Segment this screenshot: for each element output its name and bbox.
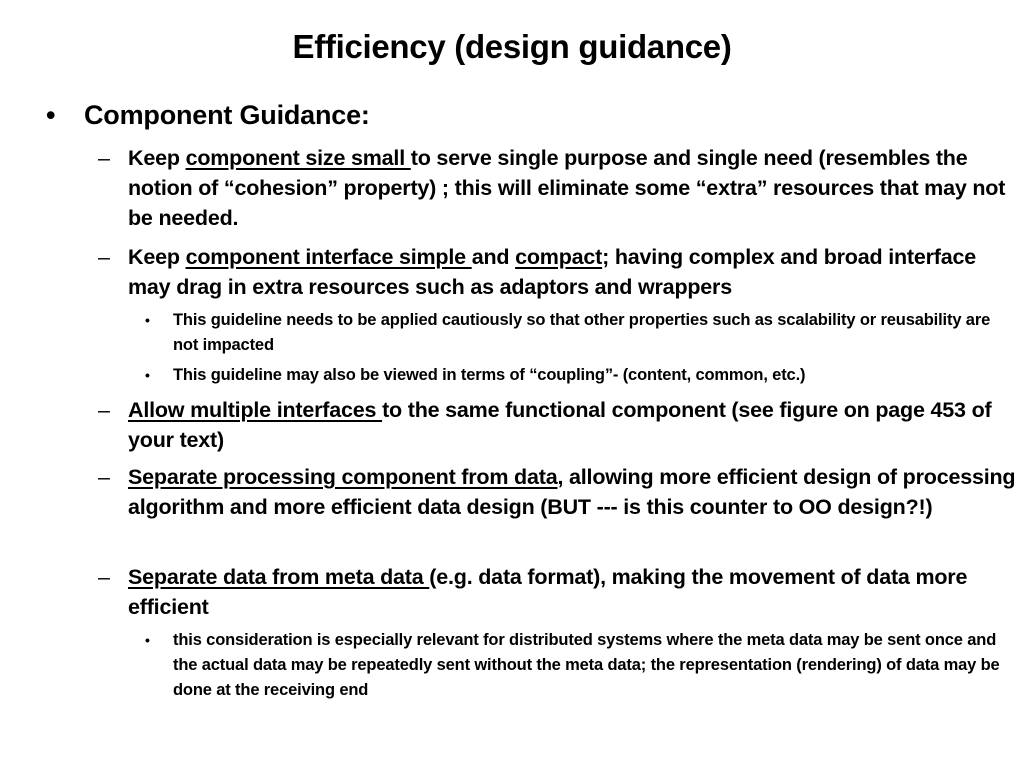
sub-bullet-coupling (145, 363, 1018, 388)
guidance-item-interface-simple (98, 242, 1018, 302)
item-text: ; having complex and broad interface may drag in extra resources such as adaptors and wrappers (128, 245, 977, 299)
dash-icon: – (98, 245, 110, 269)
item-text: (e.g. data format), making the movement of data more efficient (128, 565, 968, 619)
item-underlined-phrase: Allow multiple interfaces (128, 398, 383, 422)
sub-bullet-apply-cautiously (145, 308, 1018, 358)
bullet-icon: • (145, 632, 150, 648)
bullet-icon: • (145, 367, 150, 383)
guidance-item-separate-processing (98, 462, 1018, 522)
sub-bullet-text: This guideline needs to be applied cautiously so that other properties such as scalability or reusability are not impacted (173, 311, 991, 354)
item-underlined-phrase: component size small (185, 146, 411, 170)
item-text: to serve single purpose and single need (resembles the notion of “cohesion” property) ; this will eliminate some “extra” resources that may not be needed. (128, 146, 1006, 230)
item-text: , allowing more efficient design of processing algorithm and more efficient data design (BUT --- is this counter to OO design?!) (128, 465, 1016, 519)
dash-icon: – (98, 465, 110, 489)
dash-icon: – (98, 146, 110, 170)
sub-bullet-text: This guideline may also be viewed in terms of “coupling”- (content, common, etc.) (173, 366, 806, 384)
guidance-item-component-size (98, 143, 1018, 233)
bullet-icon: • (145, 312, 150, 328)
dash-icon: – (98, 398, 110, 422)
level1-text: Component Guidance: (84, 100, 370, 130)
bullet-icon: • (46, 100, 56, 130)
slide-title: Efficiency (design guidance) (292, 28, 732, 65)
item-underlined-phrase: component interface simple (185, 245, 472, 269)
item-prefix: Keep (128, 245, 186, 269)
item-connector: and (471, 245, 516, 269)
sub-bullet-text: this consideration is especially relevant for distributed systems where the meta data may be sent once and the actual data may be repeatedly sent without the meta data; the representation (rendering) of data may be done at the receiving end (173, 631, 1000, 699)
sub-bullet-distributed-systems (145, 628, 1018, 703)
item-underlined-phrase: Separate data from meta data (128, 565, 430, 589)
dash-icon: – (98, 565, 110, 589)
guidance-item-multiple-interfaces (98, 395, 1018, 455)
item-prefix: Keep (128, 146, 186, 170)
item-underlined-phrase: Separate processing component from data (128, 465, 558, 489)
guidance-item-separate-meta-data (98, 562, 1018, 622)
item-text: to the same functional component (see figure on page 453 of your text) (128, 398, 992, 452)
item-underlined-phrase-2: compact (515, 245, 603, 269)
